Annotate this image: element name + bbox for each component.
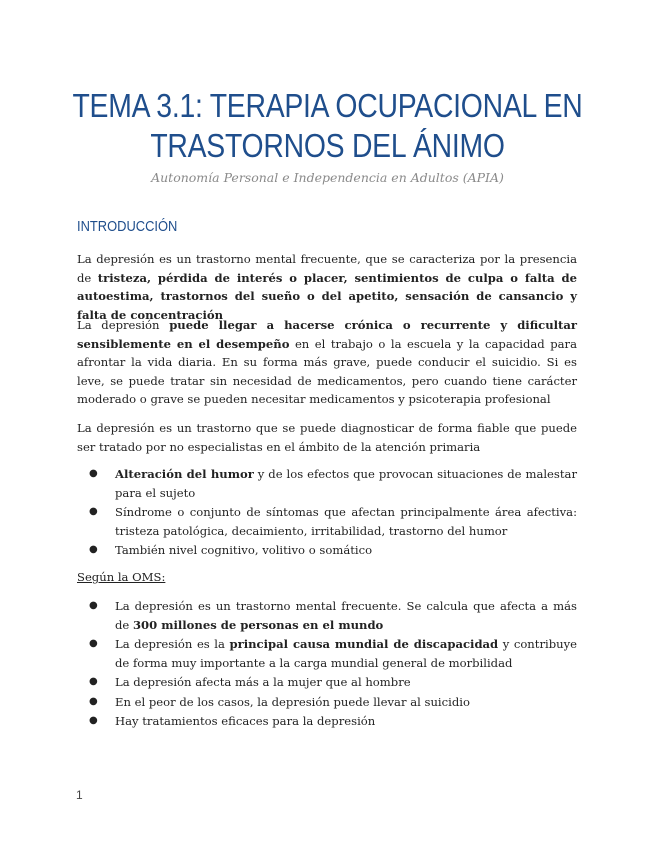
paragraph-2-text-b: en el trabajo o la escuela y la capacidad para afrontar la vida diaria. En su forma más grave, puede conducir el suicidio. Si es leve, se puede tratar sin necesidad de medicamentos, pero cuando tiene carácter moderado o grave se pueden necesitar medicamentos y psicoterapia profesional xyxy=(77,336,577,406)
list-item-text: y de los efectos que provocan situaciones de malestar para el sujeto xyxy=(115,467,577,500)
paragraph-2-bold: puede llegar a hacerse crónica o recurrente y dificultar sensiblemente en el desempeño xyxy=(77,318,577,351)
bullet-icon: ● xyxy=(89,638,98,649)
section-heading: INTRODUCCIÓN xyxy=(77,218,178,235)
list-item-text: También nivel cognitivo, volitivo o somático xyxy=(115,543,373,557)
bullet-icon: ● xyxy=(89,468,98,479)
paragraph-1-bold: tristeza, pérdida de interés o placer, sentimientos de culpa o falta de autoestima, trastornos del sueño o del apetito, sensación de cansancio y falta de concentración xyxy=(77,270,577,322)
list-item xyxy=(77,635,577,672)
list-item-bold: Alteración del humor xyxy=(115,467,254,481)
bullet-icon: ● xyxy=(89,544,98,555)
paragraph-1-text: La depresión es un trastorno mental frecuente, que se caracteriza por la presencia de xyxy=(77,252,577,285)
bullet-icon: ● xyxy=(89,695,98,707)
list-item-text-rest: y contribuye de forma muy importante a la carga mundial general de morbilidad xyxy=(115,637,577,670)
list-item-text: En el peor de los casos, la depresión puede llevar al suicidio xyxy=(115,694,470,709)
bullet-list-1 xyxy=(77,465,577,561)
list-item-bold: principal causa mundial de discapacidad xyxy=(229,637,499,651)
list-item xyxy=(77,465,577,502)
paragraph-1 xyxy=(77,250,577,324)
list-item-text: La depresión afecta más a la mujer que al hombre xyxy=(115,675,411,689)
bullet-icon: ● xyxy=(89,676,98,687)
title-line-2: TRASTORNOS DEL ÁNIMO xyxy=(150,127,505,164)
bullet-icon: ● xyxy=(89,600,98,611)
list-item-text: Hay tratamientos eficaces para la depresión xyxy=(115,714,376,728)
subtitle: Autonomía Personal e Independencia en Adultos (APIA) xyxy=(151,170,504,185)
page-number: 1 xyxy=(76,788,83,802)
list-item-bold: 300 millones de personas en el mundo xyxy=(132,617,384,632)
bullet-list-2 xyxy=(77,597,577,732)
bullet-icon: ● xyxy=(89,506,98,517)
title-line-1: TEMA 3.1: TERAPIA OCUPACIONAL EN xyxy=(72,87,583,124)
list-item xyxy=(77,693,577,712)
paragraph-2-text-a: La depresión xyxy=(77,318,170,332)
list-item xyxy=(77,541,577,560)
list-item-text: La depresión es la xyxy=(115,637,230,651)
bullet-icon: ● xyxy=(89,715,98,726)
list-item xyxy=(77,597,577,634)
list-item xyxy=(77,712,577,731)
page-title xyxy=(46,86,609,166)
paragraph-2 xyxy=(77,316,577,409)
list-item xyxy=(77,673,577,692)
oms-label: Según la OMS: xyxy=(77,570,166,584)
list-item-text: La depresión es un trastorno mental frecuente. Se calcula que afecta a más de xyxy=(115,599,577,632)
list-item-text: Síndrome o conjunto de síntomas que afectan principalmente área afectiva: tristeza patológica, decaimiento, irritabilidad, trastorno del humor xyxy=(115,505,577,538)
paragraph-3: La depresión es un trastorno que se puede diagnosticar de forma fiable que puede ser tratado por no especialistas en el ámbito de la atención primaria xyxy=(77,421,577,454)
list-item xyxy=(77,503,577,540)
